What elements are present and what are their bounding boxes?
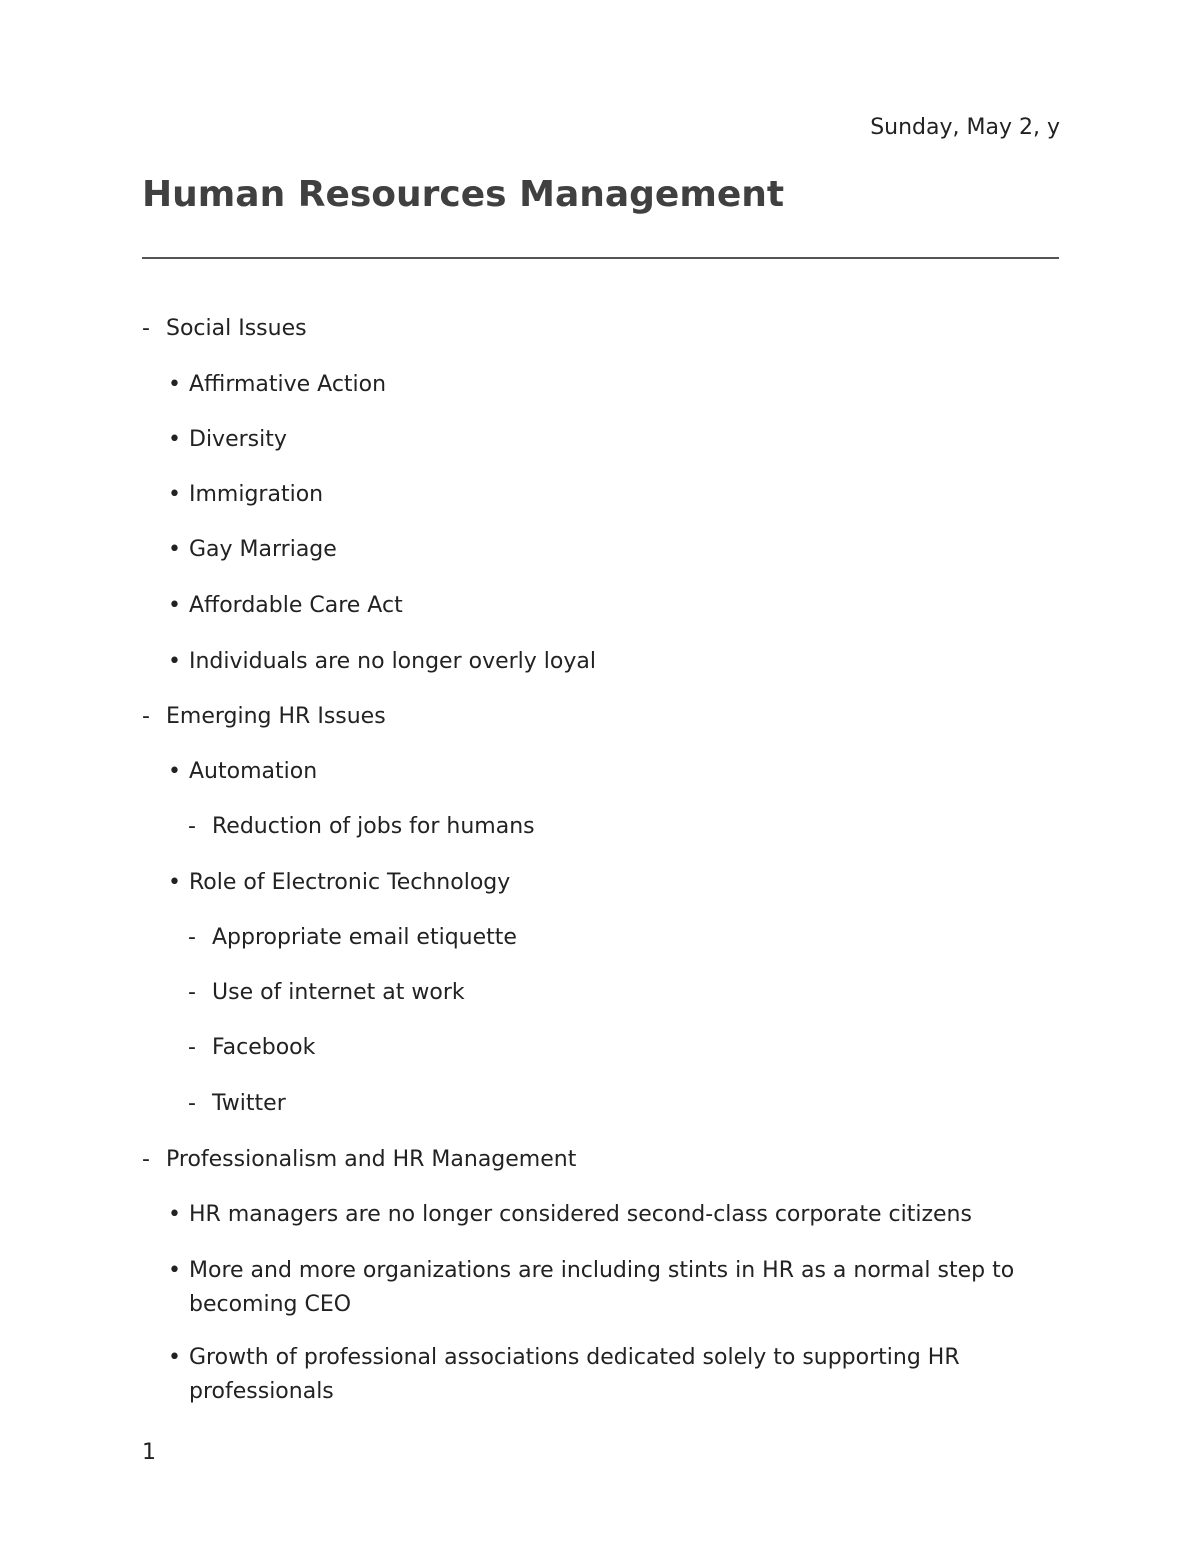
- bullet-icon: •: [168, 593, 181, 618]
- outline-item: [188, 1087, 1028, 1121]
- bullet-icon: •: [168, 759, 181, 784]
- page-number: 1: [142, 1440, 156, 1465]
- document-title: Human Resources Management: [142, 174, 785, 215]
- outline-item: [168, 1198, 1028, 1232]
- dash-icon: -: [142, 316, 150, 341]
- outline-item-text: More and more organizations are including stints in HR as a normal step to becoming CEO: [189, 1258, 1015, 1317]
- outline-item-text: HR managers are no longer considered second-class corporate citizens: [189, 1202, 972, 1227]
- dash-icon: -: [188, 814, 196, 839]
- outline-item-text: Twitter: [212, 1091, 286, 1116]
- outline-item: [188, 1031, 1028, 1065]
- outline-item: [142, 1143, 1012, 1177]
- outline-item-text: Reduction of jobs for humans: [212, 814, 535, 839]
- outline-item: [168, 1341, 1028, 1409]
- outline-item: [168, 533, 1028, 567]
- bullet-icon: •: [168, 1345, 181, 1370]
- outline-item-text: Appropriate email etiquette: [212, 925, 517, 950]
- outline-item: [188, 810, 1028, 844]
- outline-item: [142, 312, 1012, 346]
- outline-item-text: Automation: [189, 759, 318, 784]
- outline-item-text: Immigration: [189, 482, 324, 507]
- dash-icon: -: [142, 1147, 150, 1172]
- outline-item: [188, 921, 1028, 955]
- bullet-icon: •: [168, 482, 181, 507]
- bullet-icon: •: [168, 649, 181, 674]
- dash-icon: -: [188, 1091, 196, 1116]
- outline-item: [142, 700, 1012, 734]
- outline-item: [188, 976, 1028, 1010]
- dash-icon: -: [188, 925, 196, 950]
- outline-item-text: Gay Marriage: [189, 537, 337, 562]
- outline-item-text: Affordable Care Act: [189, 593, 403, 618]
- outline-item-text: Individuals are no longer overly loyal: [189, 649, 596, 674]
- bullet-icon: •: [168, 372, 181, 397]
- outline-item-text: Use of internet at work: [212, 980, 465, 1005]
- dash-icon: -: [188, 980, 196, 1005]
- outline-item-text: Growth of professional associations dedicated solely to supporting HR professionals: [189, 1345, 960, 1404]
- outline-item-text: Role of Electronic Technology: [189, 870, 511, 895]
- outline-item-text: Affirmative Action: [189, 372, 387, 397]
- bullet-icon: •: [168, 870, 181, 895]
- outline-item: [168, 645, 1028, 679]
- bullet-icon: •: [168, 1258, 181, 1283]
- dash-icon: -: [188, 1035, 196, 1060]
- outline-item-text: Professionalism and HR Management: [166, 1147, 577, 1172]
- bullet-icon: •: [168, 537, 181, 562]
- outline-item-text: Emerging HR Issues: [166, 704, 386, 729]
- outline-item-text: Diversity: [189, 427, 287, 452]
- outline-item: [168, 755, 1028, 789]
- outline-item: [168, 423, 1028, 457]
- outline-item: [168, 1254, 1028, 1322]
- bullet-icon: •: [168, 1202, 181, 1227]
- outline-item: [168, 589, 1028, 623]
- outline-item-text: Facebook: [212, 1035, 316, 1060]
- outline-item: [168, 866, 1028, 900]
- dash-icon: -: [142, 704, 150, 729]
- outline-item-text: Social Issues: [166, 316, 307, 341]
- outline-item: [168, 478, 1028, 512]
- outline-item: [168, 368, 1028, 402]
- bullet-icon: •: [168, 427, 181, 452]
- document-date: Sunday, May 2, y: [870, 115, 1060, 140]
